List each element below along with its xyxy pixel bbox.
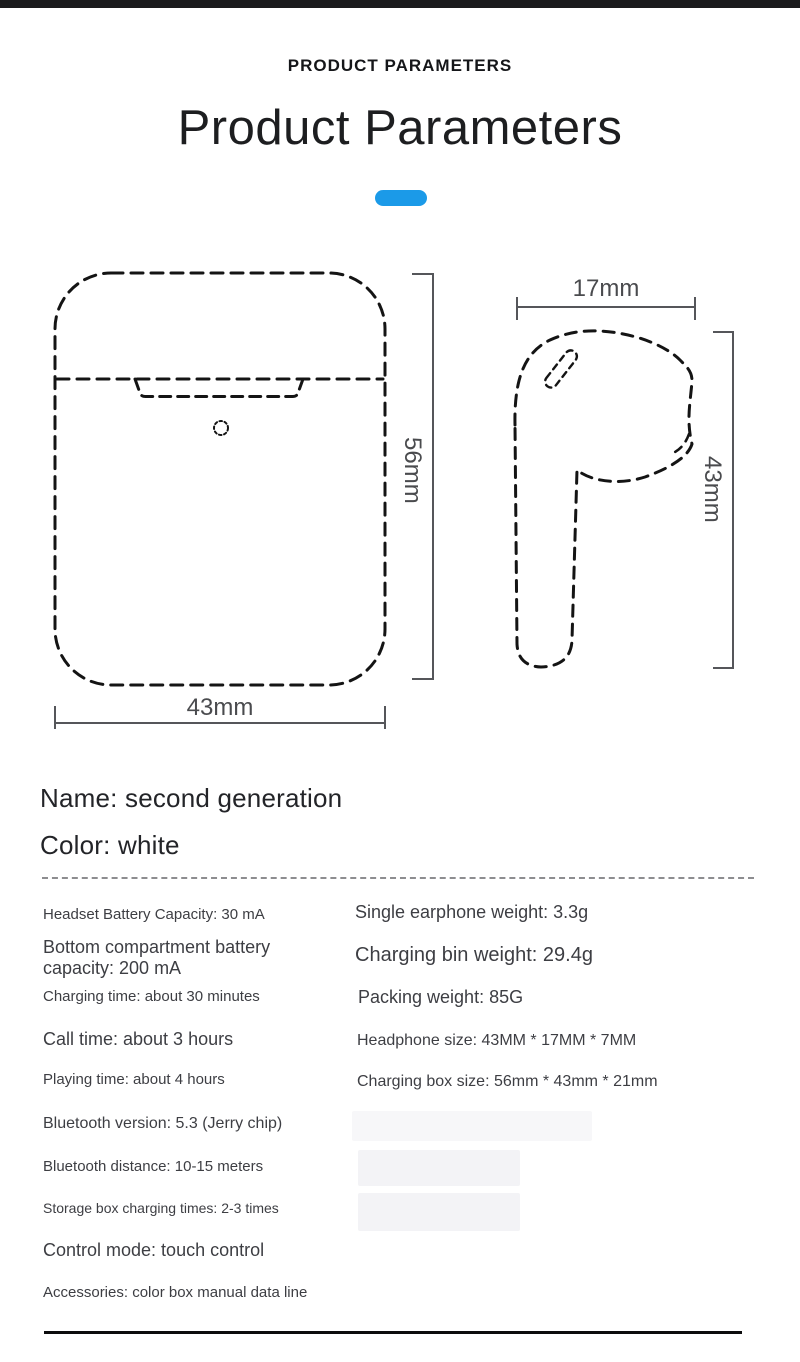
case-width-dimension-label: 43mm <box>186 694 254 721</box>
spec-charging-bin-weight: Charging bin weight: 29.4g <box>355 944 593 966</box>
dashed-divider <box>42 877 754 879</box>
case-dimension-lines <box>55 274 434 729</box>
spec-bluetooth-version: Bluetooth version: 5.3 (Jerry chip) <box>43 1115 283 1132</box>
spec-call-time: Call time: about 3 hours <box>43 1029 234 1049</box>
spec-headphone-size: Headphone size: 43MM * 17MM * 7MM <box>357 1032 637 1049</box>
spec-accessories: Accessories: color box manual data line <box>43 1284 308 1301</box>
earbud-width-dimension-label: 17mm <box>572 275 640 302</box>
spec-playing-time: Playing time: about 4 hours <box>43 1071 225 1088</box>
spec-bottom-battery: Bottom compartment battery capacity: 200 mA <box>43 937 271 979</box>
spec-control-mode: Control mode: touch control <box>43 1240 265 1260</box>
eyebrow-heading: PRODUCT PARAMETERS <box>287 56 513 75</box>
bottom-divider-line <box>44 1331 742 1334</box>
product-name-line: Name: second generation <box>40 783 343 813</box>
earbud-height-dimension-label: 43mm <box>699 456 726 523</box>
spec-bluetooth-distance: Bluetooth distance: 10-15 meters <box>43 1158 264 1175</box>
spec-headset-battery: Headset Battery Capacity: 30 mA <box>43 906 265 923</box>
erased-text-block <box>358 1193 520 1231</box>
spec-charging-time: Charging time: about 30 minutes <box>43 988 260 1005</box>
earbud-drawing <box>515 331 692 667</box>
spec-packing-weight: Packing weight: 85G <box>358 987 524 1007</box>
charging-case-drawing <box>55 273 385 685</box>
spec-charging-box-size: Charging box size: 56mm * 43mm * 21mm <box>357 1073 658 1090</box>
product-color-line: Color: white <box>40 830 180 860</box>
case-height-dimension-label: 56mm <box>399 437 426 504</box>
spec-earphone-weight: Single earphone weight: 3.3g <box>355 902 589 922</box>
page-title: Product Parameters <box>177 101 623 155</box>
spec-storage-charging-times: Storage box charging times: 2-3 times <box>43 1200 279 1216</box>
erased-text-block <box>358 1150 520 1186</box>
erased-text-block <box>352 1111 592 1141</box>
